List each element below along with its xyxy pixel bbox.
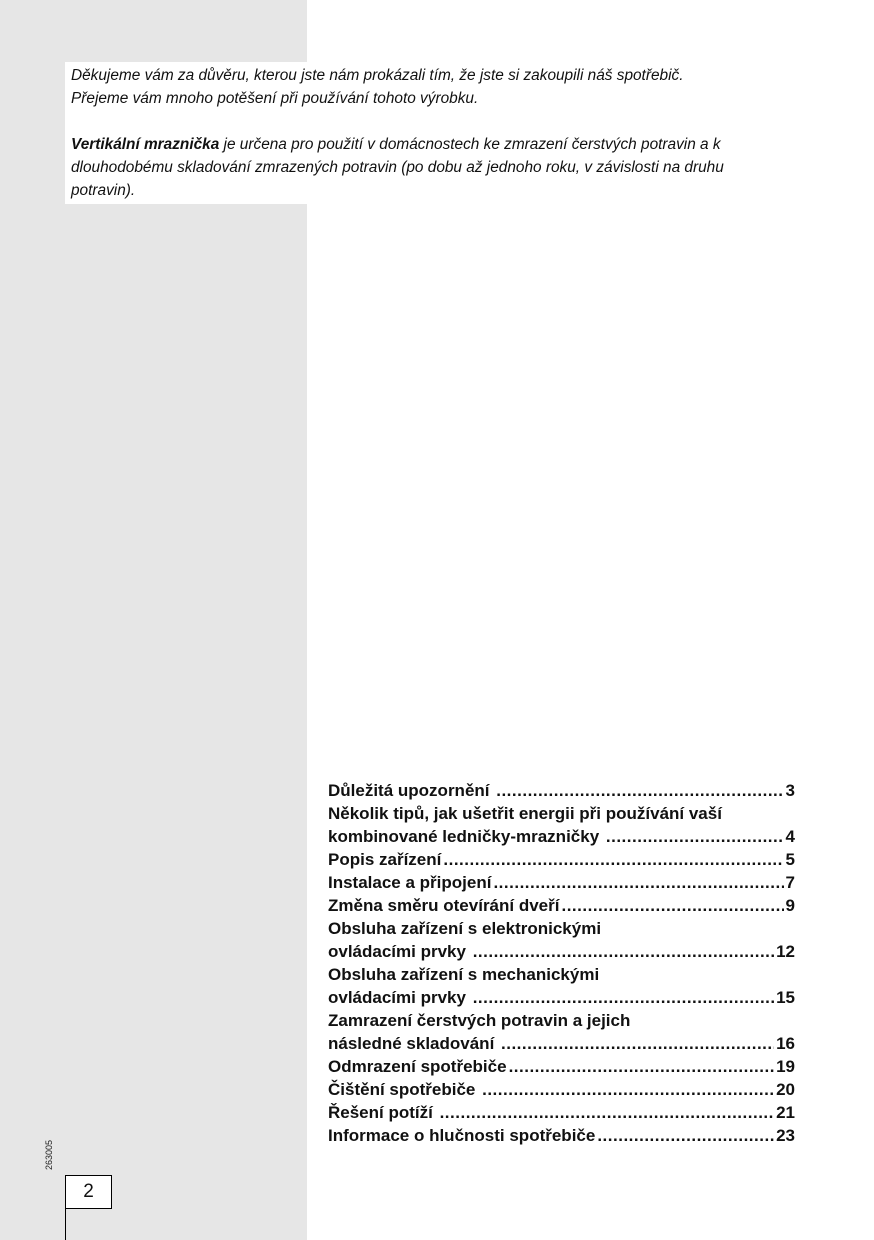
product-name: Vertikální mraznička	[71, 136, 220, 153]
toc-entry-title: následné skladování	[328, 1034, 500, 1053]
toc-entry[interactable]	[328, 917, 795, 963]
toc-entry[interactable]	[328, 894, 795, 917]
toc-entry-line	[328, 894, 795, 917]
toc-entry-line	[328, 940, 795, 963]
toc-entry-title-line: Obsluha zařízení s elektronickými	[328, 919, 602, 938]
table-of-contents	[328, 779, 795, 1147]
page-box-rule	[65, 1208, 66, 1240]
toc-entry-line	[328, 1078, 795, 1101]
toc-entry-line	[328, 848, 795, 871]
toc-page-number: 5	[785, 850, 795, 869]
page-number-box	[65, 1175, 112, 1209]
toc-entry-line	[328, 825, 795, 848]
toc-leader-dots	[597, 1124, 774, 1147]
toc-entry-title: Řešení potíží	[328, 1103, 438, 1122]
toc-entry-title-line: Obsluha zařízení s mechanickými	[328, 965, 600, 984]
toc-entry-title: Popis zařízení	[328, 850, 442, 869]
toc-entry-line	[328, 871, 795, 894]
toc-leader-dots	[509, 1055, 775, 1078]
toc-entry-title: Čištění spotřebiče	[328, 1080, 481, 1099]
toc-page-number: 20	[776, 1080, 795, 1099]
toc-leader-dots	[606, 825, 784, 848]
toc-entry-line	[328, 1124, 795, 1147]
toc-leader-dots	[440, 1101, 775, 1124]
toc-entry[interactable]	[328, 848, 795, 871]
toc-page-number: 16	[776, 1034, 795, 1053]
toc-entry-title: Změna směru otevírání dveří	[328, 896, 560, 915]
toc-leader-dots	[496, 779, 783, 802]
toc-entry-title: kombinované ledničky-mrazničky	[328, 827, 604, 846]
toc-entry[interactable]	[328, 1101, 795, 1124]
toc-entry-title: Odmrazení spotřebiče	[328, 1057, 507, 1076]
intro-line-1: Děkujeme vám za důvěru, kterou jste nám prokázali tím, že jste si zakoupili náš spotřebič.	[71, 67, 684, 84]
toc-entry[interactable]	[328, 1124, 795, 1147]
toc-page-number: 3	[785, 781, 795, 800]
toc-entry[interactable]	[328, 1009, 795, 1055]
intro-text	[65, 62, 777, 204]
toc-leader-dots	[482, 1078, 774, 1101]
toc-entry[interactable]	[328, 871, 795, 894]
toc-entry[interactable]	[328, 1078, 795, 1101]
page-number: 2	[83, 1181, 94, 1202]
toc-entry-line	[328, 1101, 795, 1124]
toc-page-number: 4	[785, 827, 795, 846]
toc-page-number: 21	[776, 1103, 795, 1122]
toc-entry-title: ovládacími prvky	[328, 942, 471, 961]
toc-page-number: 9	[785, 896, 795, 915]
toc-entry-title: Důležitá upozornění	[328, 781, 495, 800]
intro-description	[71, 133, 777, 202]
toc-leader-dots	[443, 848, 783, 871]
toc-page-number: 19	[776, 1057, 795, 1076]
toc-leader-dots	[493, 871, 783, 894]
toc-entry-line	[328, 986, 795, 1009]
product-description: je určena pro použití v domácnostech ke zmrazení čerstvých potravin a k dlouhodobému skladování zmrazených potravin (po dobu až jednoho roku, v závislosti na druhu potravin).	[71, 136, 724, 199]
toc-entry-line	[328, 1055, 795, 1078]
toc-entry-title-line: Několik tipů, jak ušetřit energii při používání vaší	[328, 804, 722, 823]
toc-entry-title: Informace o hlučnosti spotřebiče	[328, 1126, 596, 1145]
toc-page-number: 7	[785, 873, 795, 892]
toc-page-number: 23	[776, 1126, 795, 1145]
toc-entry-line	[328, 779, 795, 802]
toc-leader-dots	[473, 986, 774, 1009]
toc-entry-title-line: Zamrazení čerstvých potravin a jejich	[328, 1011, 631, 1030]
intro-greeting	[71, 64, 777, 110]
toc-entry[interactable]	[328, 779, 795, 802]
toc-entry[interactable]	[328, 963, 795, 1009]
toc-entry-line	[328, 1032, 795, 1055]
toc-entry[interactable]	[328, 802, 795, 848]
toc-leader-dots	[473, 940, 774, 963]
toc-entry-title: Instalace a připojení	[328, 873, 492, 892]
document-code: 263005	[44, 1139, 54, 1170]
toc-leader-dots	[501, 1032, 774, 1055]
toc-leader-dots	[561, 894, 783, 917]
toc-entry-title: ovládacími prvky	[328, 988, 471, 1007]
toc-page-number: 12	[776, 942, 795, 961]
toc-entry[interactable]	[328, 1055, 795, 1078]
intro-line-2: Přejeme vám mnoho potěšení při používání tohoto výrobku.	[71, 90, 479, 107]
toc-page-number: 15	[776, 988, 795, 1007]
